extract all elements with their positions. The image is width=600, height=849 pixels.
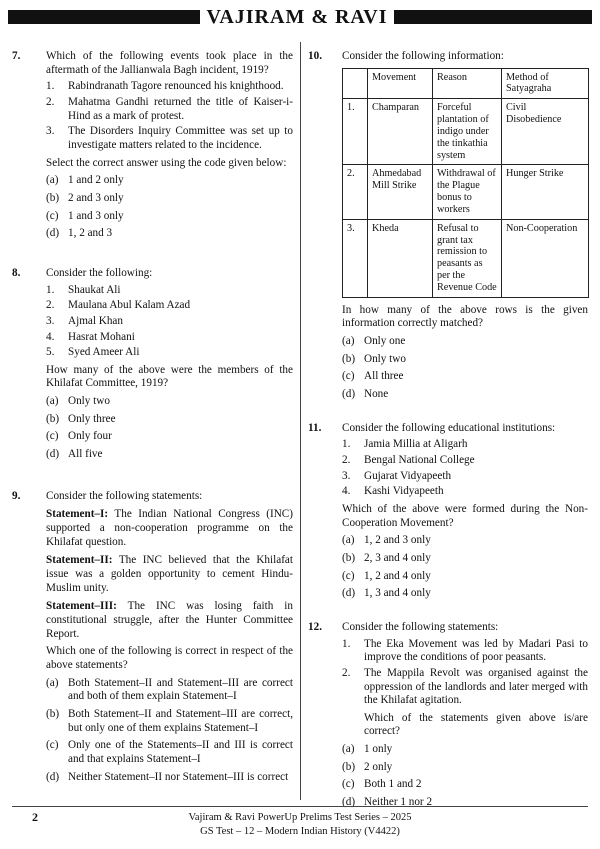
- option-a[interactable]: (a) 1 and 2 only: [46, 174, 124, 187]
- table-header-cell: Movement: [368, 68, 433, 99]
- statement-list: [46, 80, 293, 152]
- question-10: [308, 50, 588, 402]
- question-number: 10.: [308, 50, 322, 62]
- option-d[interactable]: (d) All five: [46, 448, 103, 461]
- column-divider: [300, 42, 301, 800]
- question-text: Consider the following statements:: [46, 489, 203, 502]
- list-item: 1. Shaukat Ali: [46, 283, 121, 296]
- right-column: [308, 50, 588, 830]
- list-item: 4. Hasrat Mohani: [46, 330, 135, 343]
- footer-series-title: Vajiram & Ravi PowerUp Prelims Test Series – 2025: [188, 812, 412, 823]
- option-d[interactable]: (d) Neither Statement–II nor Statement–III is correct: [46, 770, 289, 783]
- table-row: [343, 99, 589, 165]
- question-number: 11.: [308, 421, 322, 434]
- option-c[interactable]: (c) All three: [342, 370, 404, 383]
- option-a[interactable]: (a) 1, 2 and 3 only: [342, 534, 431, 547]
- option-b[interactable]: (b) 2 only: [342, 760, 393, 773]
- question-number: 8.: [12, 266, 21, 279]
- question-11: [308, 422, 588, 601]
- table-cell: Non-Cooperation: [502, 219, 589, 297]
- table-header-cell: Method of Satyagraha: [502, 68, 589, 99]
- option-b[interactable]: (b) Both Statement–II and Statement–III are correct, but only one of them explains Statement–I: [46, 707, 293, 734]
- table-cell: Civil Disobedience: [502, 99, 589, 165]
- statement-list: [342, 638, 588, 708]
- header-title: VAJIRAM & RAVI: [206, 6, 388, 28]
- question-text: Consider the following:: [46, 266, 153, 279]
- table-row: [343, 165, 589, 219]
- list-item: 4. Kashi Vidyapeeth: [342, 485, 444, 498]
- option-d[interactable]: (d) 1, 3 and 4 only: [342, 587, 431, 600]
- option-c[interactable]: (c) Only one of the Statements–II and III is correct and that explains Statement–I: [46, 739, 293, 765]
- statement-3: Statement–III: The INC was losing faith in constitutional struggle, after the Hunter Committee Report.: [46, 600, 293, 640]
- question-prompt: How many of the above were the members of the Khilafat Committee, 1919?: [46, 363, 293, 390]
- option-c[interactable]: (c) Both 1 and 2: [342, 778, 422, 791]
- left-column: [12, 50, 293, 804]
- option-c[interactable]: (c) Only four: [46, 430, 112, 443]
- matching-table: [342, 68, 589, 298]
- page-header: [0, 4, 600, 30]
- table-cell: Withdrawal of the Plague bonus to workers: [433, 165, 502, 219]
- option-d[interactable]: (d) 1, 2 and 3: [46, 227, 113, 240]
- header-bar-left: [8, 10, 200, 24]
- question-number: 7.: [12, 50, 21, 62]
- statement-1: Statement–I: The Indian National Congress (INC) supported a non-cooperation programme on the Khilafat question.: [46, 508, 293, 548]
- question-number: 9.: [12, 489, 21, 502]
- table-header-cell: Reason: [433, 68, 502, 99]
- question-number: 12.: [308, 620, 322, 633]
- question-text: Consider the following educational institutions:: [342, 421, 556, 434]
- question-12: [308, 621, 588, 810]
- option-c[interactable]: (c) 1 and 3 only: [46, 209, 124, 222]
- table-cell: Refusal to grant tax remission to peasants as per the Revenue Code: [433, 219, 502, 297]
- list-item: 3. Ajmal Khan: [46, 314, 123, 327]
- list-item: 5. Syed Ameer Ali: [46, 346, 140, 359]
- table-cell: 2.: [343, 165, 368, 219]
- option-d[interactable]: (d) None: [342, 388, 389, 401]
- table-row: [343, 219, 589, 297]
- table-cell: 3.: [343, 219, 368, 297]
- option-a[interactable]: (a) Only one: [342, 335, 406, 348]
- question-prompt: In how many of the above rows is the given information correctly matched?: [342, 303, 588, 330]
- page-number: 2: [32, 810, 38, 824]
- table-header-cell: [343, 68, 368, 99]
- question-prompt: Which one of the following is correct in respect of the above statements?: [46, 645, 293, 671]
- list-item: 2. The Mappila Revolt was organised against the oppression of the landlords and later merged with the Khilafat agitation.: [342, 666, 588, 707]
- question-text: Consider the following information:: [342, 50, 504, 62]
- table-header-row: [343, 68, 589, 99]
- table-cell: Forceful plantation of indigo under the tinkathia system: [433, 99, 502, 165]
- question-prompt: Which of the statements given above is/are correct?: [364, 711, 588, 738]
- list-item: 2. Maulana Abul Kalam Azad: [46, 299, 191, 312]
- option-a[interactable]: (a) 1 only: [342, 743, 393, 756]
- table-cell: Champaran: [368, 99, 433, 165]
- table-cell: 1.: [343, 99, 368, 165]
- list-item: 1. The Eka Movement was led by Madari Pasi to improve the conditions of poor peasants.: [342, 637, 588, 664]
- option-a[interactable]: (a) Both Statement–II and Statement–III are correct and both of them explain Statement–I: [46, 676, 293, 703]
- list-item: 3. Gujarat Vidyapeeth: [342, 469, 452, 482]
- question-9: [12, 490, 293, 784]
- footer-text: [0, 811, 600, 838]
- table-cell: Ahmedabad Mill Strike: [368, 165, 433, 219]
- table-cell: Kheda: [368, 219, 433, 297]
- option-a[interactable]: (a) Only two: [46, 395, 110, 408]
- instruction-text: Select the correct answer using the code given below:: [46, 156, 287, 169]
- list-item: 3. The Disorders Inquiry Committee was set up to investigate matters related to the incidence.: [46, 125, 293, 151]
- institution-list: [342, 438, 588, 499]
- table-cell: Hunger Strike: [502, 165, 589, 219]
- question-7: [12, 50, 293, 241]
- option-b[interactable]: (b) Only two: [342, 352, 406, 365]
- list-item: 2. Mahatma Gandhi returned the title of Kaiser-i-Hind as a mark of protest.: [46, 95, 293, 122]
- header-bar-right: [394, 10, 592, 24]
- question-8: [12, 267, 293, 462]
- option-d[interactable]: (d) Neither 1 nor 2: [342, 796, 433, 809]
- list-item: 1. Rabindranath Tagore renounced his knighthood.: [46, 80, 284, 93]
- list-item: 2. Bengal National College: [342, 453, 475, 466]
- name-list: [46, 284, 293, 360]
- question-text: Which of the following events took place in the aftermath of the Jallianwala Bagh incident, 1919?: [46, 50, 293, 76]
- footer-divider: [12, 806, 588, 807]
- question-text: Consider the following statements:: [342, 620, 499, 633]
- question-prompt: Which of the above were formed during the Non-Cooperation Movement?: [342, 502, 588, 529]
- option-b[interactable]: (b) Only three: [46, 412, 116, 425]
- footer-test-title: GS Test – 12 – Modern Indian History (V4422): [200, 825, 400, 837]
- statement-2: Statement–II: The INC believed that the Khilafat issue was a golden opportunity to cement Hindu-Muslim unity.: [46, 554, 293, 594]
- option-c[interactable]: (c) 1, 2 and 4 only: [342, 569, 431, 582]
- option-b[interactable]: (b) 2 and 3 only: [46, 191, 124, 204]
- list-item: 1. Jamia Millia at Aligarh: [342, 438, 468, 451]
- option-b[interactable]: (b) 2, 3 and 4 only: [342, 551, 431, 564]
